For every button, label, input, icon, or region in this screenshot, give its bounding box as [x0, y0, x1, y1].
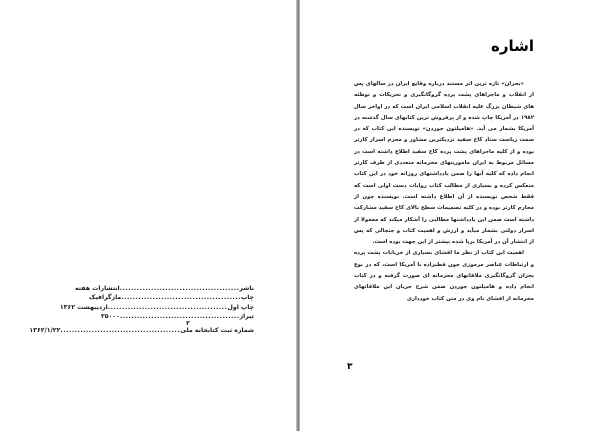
colophon-row-circulation: تیراژ .......................................... ۲۵۰۰۰ — [100, 312, 254, 320]
colophon-value: ۲۵۰۰۰ — [100, 312, 120, 320]
body-text — [354, 79, 534, 305]
colophon-value: ۱۳۶۲/۱/۲۲ — [29, 327, 61, 335]
page-number: ۳ — [347, 362, 353, 372]
colophon-row-registration: شماره ثبت کتابخانه ملی .......................................... ۱۳۶۲/۱/۲۲ — [29, 327, 254, 335]
colophon-row-edition: چاپ اول .......................................... اردیبهشت ۱۳۶۲ — [59, 303, 254, 311]
colophon-label: چاپ — [240, 294, 254, 302]
paragraph: «بحران» تازه ترین اثر مستند درباره وقایع ایران در سالهای پس از انقلاب و ماجراهای پشت پرده گروگانگیری و تحریکات و توطئه های شیطان بزرگ علیه انقلاب اسلامی ایران است که در اواخر سال ۱۹۸۲ در آمریکا چاپ شده و از پرفروش ترین کتابهای سال گذشته در آمریکا بشمار می آید. «هامیلتون جوردن» نویسنده این کتاب که در سمت ریاست ستاد کاخ سفید نزدیکترین مشاور و محرم اسرار کارتر بوده و از کلیه ماجراهای پشت پرده کاخ سفید اطلاع داشته است در مسائل مربوط به ایران ماموریتهای محرمانه متعددی از طرف کارتر انجام داده که کلیه آنها را ضمن یادداشتهای روزانه خود در این کتاب منعکس کرده و بسیاری از مطالب کتاب روایات دست اولی است که فقط شخص نویسنده از آن اطلاع داشته است. نویسنده چون از محارم کارتر بوده و در کلیه تصمیمات سطح بالای کاخ سفید مشارکت داشته است ضمن این یادداشتها مطالبی را آشکار میکند که معمولا از اسرار دولتی بشمار میآید و ارزش و اهمیت کتاب و جنجالی که پس از انتشار آن در آمریکا برپا شده بیشتر از این جهت بوده است. — [354, 81, 534, 246]
colophon-row-print: چاپ .......................................... مازگرافیک — [89, 294, 254, 302]
right-page — [300, 0, 596, 431]
colophon-registration-number: ۲ — [186, 320, 190, 328]
colophon — [29, 284, 254, 335]
page-title: اشاره — [490, 37, 534, 55]
colophon-label: ناشر — [239, 285, 254, 292]
colophon-value: مازگرافیک — [89, 294, 122, 302]
colophon-value: انتشارات هفته — [75, 285, 120, 292]
left-page — [0, 0, 296, 431]
colophon-label: شماره ثبت کتابخانه ملی — [180, 327, 254, 335]
paragraph: اهمیت این کتاب از نظر ما افشای بسیاری از جریانات پشت پرده و ارتباطات عناصر مرموزی چون قطبزاده با آمریکا است، که در نوع بحران گروگانگیری ملاقاتهای محرمانه ای صورت گرفته و در کتاب انجام داده و هامیلتون جوردن ضمن شرح جریان این ملاقاتهای محرمانه از افشای نام وی در متن کتاب خودداری — [354, 250, 534, 302]
colophon-row-publisher: ناشر .......................................... انتشارات هفته — [75, 285, 254, 292]
colophon-label: چاپ اول — [227, 303, 254, 311]
colophon-value: اردیبهشت ۱۳۶۲ — [59, 303, 108, 311]
colophon-label: تیراژ — [239, 312, 254, 320]
